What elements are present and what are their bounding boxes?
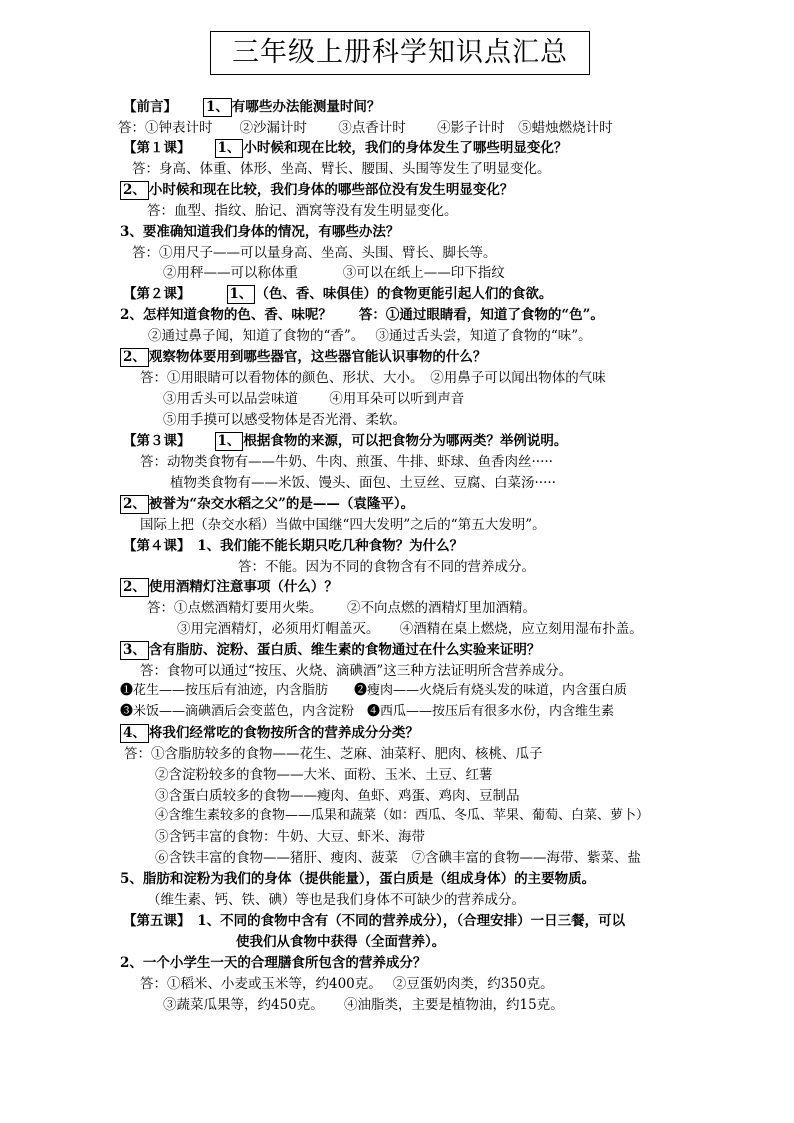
question-text: 观察物体要用到哪些器官，这些器官能认识事物的什么？: [148, 349, 487, 365]
question-line: [120, 723, 419, 743]
answer-line: 答：食物可以通过“按压、火烧、滴碘酒”这三种方法证明所含营养成分。: [140, 663, 573, 679]
item-number: 3、: [120, 641, 149, 660]
item-number: 2、: [120, 578, 149, 597]
question-text: 根据食物的来源，可以把食物分为哪两类？举例说明。: [243, 433, 568, 449]
question-line: 2、怎样知道食物的色、香、味呢？ 答：①通过眼睛看，知道了食物的“色”。: [120, 307, 604, 323]
answer-line: ③含蛋白质较多的食物——瘦肉、鱼虾、鸡蛋、鸡肉、豆制品: [155, 788, 520, 804]
section-line: [123, 138, 567, 158]
answer-line: 答：血型、指纹、胎记、酒窝等没有发生明显变化。: [147, 203, 458, 219]
answer-line: 答：①含脂肪较多的食物——花生、芝麻、油菜籽、肥肉、核桃、瓜子: [124, 746, 543, 762]
section-line: [123, 536, 463, 556]
answer-line: ②通过鼻子闻，知道了食物的“香”。 ③通过舌头尝，知道了食物的“味”。: [148, 328, 592, 344]
section-line: [123, 284, 552, 304]
question-text: 将我们经常吃的食物按所含的营养成分分类？: [148, 725, 419, 741]
question-line: [120, 494, 414, 514]
answer-line: 答：①用眼睛可以看物体的颜色、形状、大小。 ②用鼻子可以闻出物体的气味: [140, 370, 606, 386]
answer-line: 答：不能。因为不同的食物含有不同的营养成分。: [238, 559, 535, 575]
answer-line: ④含维生素较多的食物——瓜果和蔬菜（如：西瓜、冬瓜、苹果、葡萄、白菜、萝卜）: [155, 808, 650, 823]
section-tag: 【第２课】: [123, 286, 191, 302]
answer-line: 国际上把（杂交水稻）当做中国继“四大发明”之后的“第五大发明”。: [140, 517, 546, 533]
answer-line: ❶花生——按压后有油迹，内含脂肪 ❷瘦肉——火烧后有烧头发的味道，内含蛋白质: [120, 683, 628, 698]
question-text: 小时候和现在比较，我们身体的哪些部位没有发生明显变化？: [148, 182, 514, 198]
item-number: 2、: [120, 348, 149, 367]
section-line: [123, 431, 567, 451]
section-tag: 【第五课】: [123, 913, 184, 929]
answer-line: 答：①用尺子——可以量身高、坐高、头围、臂长、脚长等。: [132, 245, 497, 261]
answer-line: 答：①稻米、小麦或玉米等，约400克。 ②豆蛋奶肉类，约350克。: [140, 976, 554, 992]
answer-line: 植物类食物有——米饭、馒头、面包、土豆丝、豆腐、白菜汤·····: [170, 475, 556, 491]
section-tag: 【第１课】: [123, 140, 191, 156]
question-text: 1、我们能不能长期只吃几种食物？为什么？: [183, 538, 464, 554]
section-line: [123, 97, 380, 117]
question-line: 2、一个小学生一天的合理膳食所包含的营养成分？: [120, 955, 427, 971]
item-number: 4、: [120, 724, 149, 743]
answer-line: 答：①点燃酒精灯要用火柴。 ②不向点燃的酒精灯里加酒精。: [147, 600, 537, 616]
question-line: [120, 347, 486, 367]
question-text: 使用酒精灯注意事项（什么）？: [148, 579, 338, 595]
section-tag: 【前言】: [123, 99, 177, 115]
answer-line: ③用完酒精灯，必须用灯帽盖灭。 ④酒精在桌上燃烧，应立刻用湿布扑盖。: [177, 621, 643, 637]
answer-line: ②用秤——可以称体重 ③可以在纸上——印下指纹: [163, 265, 505, 281]
item-number: 2、: [120, 181, 149, 200]
answer-line: ③蔬菜瓜果等，约450克。 ④油脂类，主要是植物油，约15克。: [163, 997, 564, 1013]
question-text: 1、不同的食物中含有（不同的营养成分），（合理安排）一日三餐，可以: [183, 913, 626, 929]
question-text: 小时候和现在比较，我们的身体发生了哪些明显变化？: [243, 140, 568, 156]
answer-line: ❸米饭——滴碘酒后会变蓝色，内含淀粉 ❹西瓜——按压后有很多水份，内含维生素: [120, 704, 615, 719]
item-number: 1、: [203, 98, 232, 117]
answer-line: ②含淀粉较多的食物——大米、面粉、玉米、土豆、红薯: [155, 767, 493, 783]
question-line: 使我们从食物中获得（全面营养）。: [236, 934, 446, 950]
section-tag: 【第３课】: [123, 433, 191, 449]
question-text: 有哪些办法能测量时间？: [231, 99, 381, 115]
answer-line: ⑤用手摸可以感受物体是否光滑、柔软。: [163, 412, 406, 428]
answer-line: ⑥含铁丰富的食物——猪肝、瘦肉、菠菜 ⑦含碘丰富的食物——海带、紫菜、盐: [155, 850, 641, 866]
question-line: 5、脂肪和淀粉为我们的身体（提供能量），蛋白质是（组成身体）的主要物质。: [120, 871, 596, 887]
answer-line: 答：身高、体重、体形、坐高、臂长、腰围、头围等发生了明显变化。: [132, 161, 551, 177]
question-text: （色、香、味俱佳）的食物更能引起人们的食欲。: [255, 286, 553, 302]
item-number: 1、: [215, 432, 244, 451]
item-number: 1、: [215, 139, 244, 158]
answer-line: 答：①钟表计时 ②沙漏计时 ③点香计时 ④影子计时 ⑤蜡烛燃烧计时: [118, 120, 613, 136]
question-text: 被誉为“杂交水稻之父”的是——（袁隆平）。: [148, 496, 415, 512]
question-line: [120, 577, 338, 597]
answer-line: （维生素、钙、铁、碘）等也是我们身体不可缺少的营养成分。: [147, 892, 525, 908]
item-number: 1、: [227, 285, 256, 304]
answer-line: ⑤含钙丰富的食物：牛奶、大豆、虾米、海带: [155, 829, 425, 845]
answer-line: 答：动物类食物有——牛奶、牛肉、煎蛋、牛排、虾球、鱼香肉丝·····: [140, 454, 553, 470]
question-line: [120, 640, 540, 660]
page-title: 三年级上册科学知识点汇总: [210, 31, 590, 75]
section-tag: 【第４课】: [123, 538, 184, 554]
answer-line: ③用舌头可以品尝味道 ④用耳朵可以听到声音: [163, 391, 465, 407]
question-text: 含有脂肪、淀粉、蛋白质、维生素的食物通过在什么实验来证明？: [148, 642, 541, 658]
section-line: [123, 911, 625, 931]
question-line: 3、要准确知道我们身体的情况，有哪些办法？: [120, 224, 400, 240]
item-number: 2、: [120, 495, 149, 514]
question-line: [120, 180, 513, 200]
